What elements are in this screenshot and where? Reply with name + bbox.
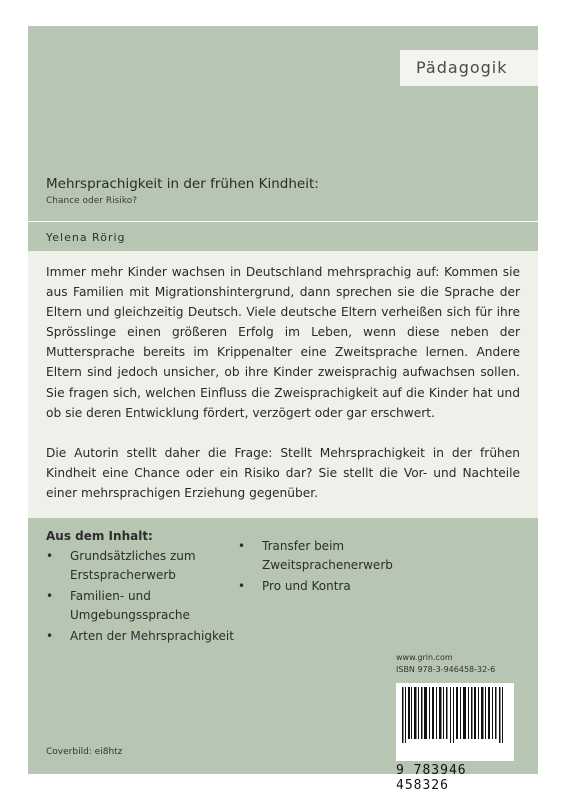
isbn-text: ISBN 978-3-946458-32-6: [396, 665, 496, 674]
list-item-text: Grundsätzliches zum Erstspracherwerb: [70, 549, 196, 582]
book-back-cover: [28, 26, 538, 793]
divider: [28, 221, 538, 222]
list-item: [238, 537, 438, 575]
barcode-area: [396, 653, 514, 793]
cover-credit: Coverbild: ei8htz: [46, 747, 123, 757]
list-item-text: Pro und Kontra: [262, 579, 351, 593]
list-item-text: Transfer beim Zweitsprachenerwerb: [262, 539, 393, 572]
publisher-website: www.grin.com: [396, 653, 453, 662]
book-title: Mehrsprachigkeit in der frühen Kindheit:: [46, 176, 319, 192]
list-item: [46, 547, 246, 585]
contents-column-2: [238, 537, 438, 598]
list-item: [46, 627, 246, 646]
category-label: Pädagogik: [400, 50, 538, 86]
barcode-icon: [400, 687, 510, 759]
list-item: [46, 587, 246, 625]
list-item: [238, 577, 438, 596]
description-panel: [28, 251, 538, 518]
barcode-number: 9 783946 458326: [396, 763, 467, 793]
bullet-icon: •: [46, 549, 54, 563]
bullet-icon: •: [46, 589, 54, 603]
bullet-icon: •: [238, 539, 246, 553]
contents-title: Aus dem Inhalt:: [46, 529, 153, 543]
list-item-text: Arten der Mehrsprachigkeit: [70, 629, 234, 643]
contents-column-1: [46, 547, 246, 648]
barcode: [396, 683, 514, 793]
description-paragraph: Die Autorin stellt daher die Frage: Stellt Mehrsprachigkeit in der frühen Kindheit eine Chance oder ein Risiko dar? Sie stellt die Vor- und Nachteile einer mehrsprachigen Erziehung gegenüber.: [46, 445, 520, 500]
list-item-text: Familien- und Umgebungssprache: [70, 589, 190, 622]
bullet-icon: •: [238, 579, 246, 593]
description-paragraph: Immer mehr Kinder wachsen in Deutschland mehrsprachig auf: Kommen sie aus Familien mit Migrationshintergrund, dann sprechen sie die Sprache der Eltern und gleichzeitig Deutsch. Viele deutsche Eltern verheißen sich für ihre Sprösslinge einen größeren Erfolg im Leben, wenn diese neben der Muttersprache bereits im Krippenalter eine Zweitsprache lernen. Andere Eltern sind jedoch unsicher, ob ihre Kinder zweisprachig aufwachsen sollen. Sie fragen sich, welchen Einfluss die Zweisprachigkeit auf die Kinder hat und ob sie deren Entwicklung fördert, verzögert oder gar erschwert.: [46, 265, 520, 420]
book-subtitle: Chance oder Risiko?: [46, 196, 137, 206]
bullet-icon: •: [46, 629, 54, 643]
description-text: [46, 262, 520, 523]
header-band: [28, 26, 538, 221]
author-name: Yelena Rörig: [46, 231, 126, 244]
